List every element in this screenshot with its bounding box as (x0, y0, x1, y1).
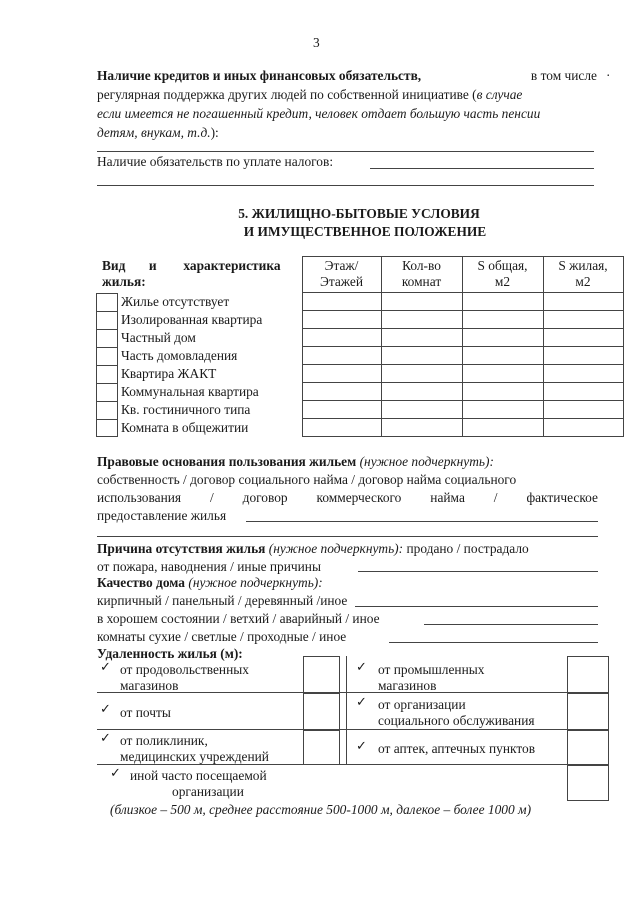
table-row (96, 311, 623, 329)
living-area-cell[interactable] (543, 293, 623, 311)
legal-answer-line[interactable] (246, 521, 598, 522)
credits-line-4 (97, 124, 219, 141)
credits-line-2 (97, 86, 522, 103)
legal-word: договор (242, 490, 288, 505)
table-row (96, 365, 623, 383)
housing-type-label: Часть домовладения (121, 347, 238, 363)
credits-line4-italic: детям, внукам, т.д. (97, 125, 211, 140)
total-area-header: S общая, м2 (462, 257, 543, 293)
quality-heading: Качество дома (97, 575, 185, 590)
total-area-cell[interactable] (462, 293, 543, 311)
absence-answer-line[interactable] (358, 571, 598, 572)
distance-heading: Удаленность жилья (м): (97, 646, 243, 661)
check-icon: ✓ (356, 739, 367, 754)
table-row (96, 419, 623, 437)
housing-checkbox[interactable] (96, 347, 118, 365)
floor-cell[interactable] (302, 293, 381, 311)
social-label-2: социального обслуживания (378, 713, 535, 728)
table-row (96, 293, 623, 311)
housing-checkbox[interactable] (96, 311, 118, 329)
housing-checkbox[interactable] (96, 293, 118, 311)
legal-line-4: предоставление жилья (97, 508, 227, 523)
total-area-cell[interactable] (462, 347, 543, 365)
absence-line-2: от пожара, наводнения / иные причины (97, 559, 321, 574)
credits-line-3: если имеется не погашенный кредит, человек отдает большую часть пенсии (97, 106, 541, 121)
clinic-label-1: от поликлиник, (120, 733, 208, 748)
housing-checkbox[interactable] (96, 383, 118, 401)
table-row (96, 401, 623, 419)
living-area-cell[interactable] (543, 419, 623, 437)
food-distance-box[interactable] (303, 656, 340, 694)
section-title-line-2: И ИМУЩЕСТВЕННОЕ ПОЛОЖЕНИЕ (243, 224, 487, 239)
clinic-label-2: медицинских учреждений (120, 749, 269, 764)
housing-type-label: Квартира ЖАКТ (121, 365, 217, 381)
quality-answer-line-3[interactable] (389, 642, 598, 643)
page-number: 3 (313, 35, 320, 50)
other-label-2: организации (172, 784, 244, 799)
distance-footnote: (близкое – 500 м, среднее расстояние 500-1000 м, далекое – более 1000 м) (110, 802, 532, 817)
legal-word: / (493, 490, 498, 505)
living-area-cell[interactable] (543, 347, 623, 365)
food-label-1: от продовольственных (120, 662, 249, 677)
housing-checkbox[interactable] (96, 329, 118, 347)
rooms-cell[interactable] (381, 329, 462, 347)
credits-line2-italic: в случае (476, 87, 523, 102)
quality-answer-line-1[interactable] (355, 606, 598, 607)
taxes-answer-line[interactable] (370, 168, 594, 169)
pharmacy-label: от аптек, аптечных пунктов (378, 741, 536, 756)
quality-line-1 (97, 574, 323, 591)
rooms-header: Кол-во комнат (381, 257, 462, 293)
housing-checkbox[interactable] (96, 419, 118, 437)
floor-cell[interactable] (302, 311, 381, 329)
industrial-distance-box[interactable] (567, 656, 609, 694)
absence-hint: (нужное подчеркнуть): (268, 541, 404, 556)
rooms-cell[interactable] (381, 311, 462, 329)
section-title-line-1: 5. ЖИЛИЩНО-БЫТОВЫЕ УСЛОВИЯ (238, 206, 480, 221)
quality-line-2: кирпичный / панельный / деревянный /иное (97, 593, 348, 608)
floor-cell[interactable] (302, 347, 381, 365)
rooms-cell[interactable] (381, 419, 462, 437)
check-icon: ✓ (100, 660, 111, 675)
living-area-cell[interactable] (543, 365, 623, 383)
living-area-header: S жилая, м2 (543, 257, 623, 293)
living-area-cell[interactable] (543, 311, 623, 329)
social-label-1: от организации (378, 697, 466, 712)
legal-line-3 (97, 489, 598, 506)
housing-table (96, 256, 624, 437)
industrial-label-1: от промышленных (378, 662, 485, 677)
table-row (96, 383, 623, 401)
quality-answer-line-2[interactable] (424, 624, 598, 625)
legal-word: найма (430, 490, 465, 505)
check-icon: ✓ (100, 731, 111, 746)
clinic-distance-box[interactable] (303, 730, 340, 765)
legal-hint: (нужное подчеркнуть): (359, 454, 494, 469)
housing-type-label: Жилье отсутствует (121, 293, 230, 309)
rooms-cell[interactable] (381, 293, 462, 311)
floor-cell[interactable] (302, 383, 381, 401)
quality-line-3: в хорошем состоянии / ветхий / аварийный / иное (97, 611, 380, 626)
table-row (96, 329, 623, 347)
legal-word: коммерческого (316, 490, 402, 505)
total-area-cell[interactable] (462, 329, 543, 347)
housing-type-header: Вид и характеристика жилья: (96, 257, 302, 293)
quality-hint: (нужное подчеркнуть): (188, 575, 323, 590)
living-area-cell[interactable] (543, 329, 623, 347)
post-label: от почты (120, 705, 171, 720)
housing-type-label: Частный дом (121, 329, 196, 345)
other-distance-box[interactable] (567, 765, 609, 801)
check-icon: ✓ (356, 695, 367, 710)
table-row (96, 347, 623, 365)
absence-heading: Причина отсутствия жилья (97, 541, 266, 556)
pharmacy-distance-box[interactable] (567, 730, 609, 765)
total-area-cell[interactable] (462, 365, 543, 383)
living-area-cell[interactable] (543, 383, 623, 401)
check-icon: ✓ (356, 660, 367, 675)
housing-type-label: Коммунальная квартира (121, 383, 259, 399)
food-label-2: магазинов (120, 678, 179, 693)
industrial-label-2: магазинов (378, 678, 437, 693)
check-icon: ✓ (110, 766, 121, 781)
rooms-cell[interactable] (381, 365, 462, 383)
legal-line-1 (97, 453, 494, 470)
rooms-cell[interactable] (381, 383, 462, 401)
housing-checkbox[interactable] (96, 401, 118, 419)
credits-heading: Наличие кредитов и иных финансовых обязательств, (97, 68, 422, 83)
check-icon: ✓ (100, 702, 111, 717)
floor-cell[interactable] (302, 365, 381, 383)
total-area-cell[interactable] (462, 419, 543, 437)
legal-word: фактическое (526, 490, 598, 505)
floor-cell[interactable] (302, 419, 381, 437)
legal-word: / (209, 490, 214, 505)
taxes-answer-line-2[interactable] (97, 185, 594, 186)
legal-line-2: собственность / договор социального найма / договор найма социального (97, 472, 517, 487)
housing-type-label: Кв. гостиничного типа (121, 401, 251, 417)
housing-checkbox[interactable] (96, 365, 118, 383)
housing-type-label: Изолированная квартира (121, 311, 263, 327)
other-label-1: иной часто посещаемой (130, 768, 267, 783)
credits-line-1 (97, 67, 597, 84)
legal-answer-line-2[interactable] (97, 536, 598, 537)
absence-line-1 (97, 540, 529, 557)
taxes-label: Наличие обязательств по уплате налогов: (97, 154, 334, 169)
absence-line1-rest: продано / пострадало (406, 541, 529, 556)
floor-cell[interactable] (302, 329, 381, 347)
total-area-cell[interactable] (462, 311, 543, 329)
total-area-cell[interactable] (462, 383, 543, 401)
stray-mark: · (606, 68, 611, 83)
housing-type-label: Комната в общежитии (121, 419, 249, 435)
rooms-cell[interactable] (381, 401, 462, 419)
floor-header: Этаж/ Этажей (302, 257, 381, 293)
legal-word: использования (97, 490, 182, 505)
quality-line-4: комнаты сухие / светлые / проходные / иное (97, 629, 347, 644)
credits-line4-end: ): (210, 125, 219, 140)
credits-line2-normal: регулярная поддержка других людей по собственной инициативе ( (97, 87, 477, 102)
living-area-cell[interactable] (543, 401, 623, 419)
floor-cell[interactable] (302, 401, 381, 419)
credits-line1-rest: в том числе (530, 68, 597, 83)
rooms-cell[interactable] (381, 347, 462, 365)
legal-heading: Правовые основания пользования жильем (97, 454, 357, 469)
post-distance-box[interactable] (303, 693, 340, 730)
total-area-cell[interactable] (462, 401, 543, 419)
distance-column-divider (346, 656, 347, 764)
credits-answer-line[interactable] (97, 151, 594, 152)
social-distance-box[interactable] (567, 693, 609, 730)
